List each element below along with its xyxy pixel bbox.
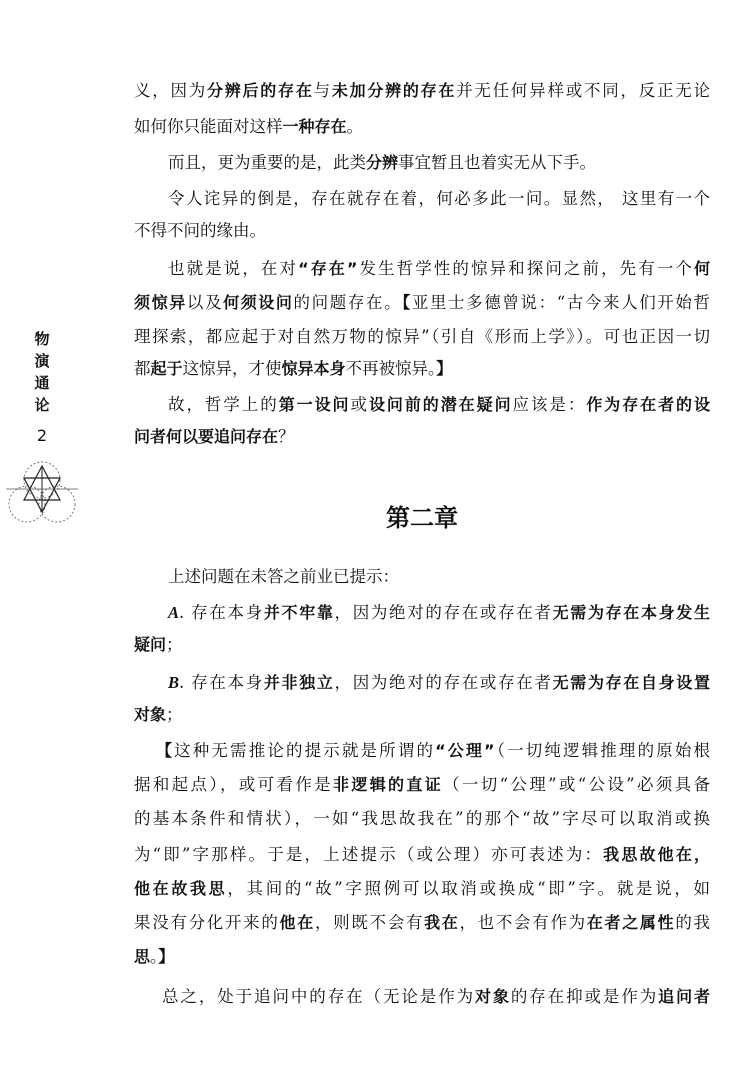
text-line: A. 存在本身并不牢靠，因为绝对的存在或存在者无需为存在本身发生 <box>168 603 710 622</box>
running-title <box>28 328 56 416</box>
text-line: 须惊异以及何须设问的问题存在。【亚里士多德曾说：“古今来人们开始哲 <box>134 293 711 312</box>
text-line: 如何你只能面对这样一种存在。 <box>134 117 364 136</box>
text-line: 上述问题在未答之前业已提示： <box>168 567 399 586</box>
text-line: 【这种无需推论的提示就是所谓的“公理”（一切纯逻辑推理的原始根 <box>156 741 710 760</box>
running-title-char: 演 <box>34 352 50 370</box>
page-number: 2 <box>36 426 48 445</box>
text-line: B. 存在本身并非独立，因为绝对的存在或存在者无需为存在自身设置 <box>168 673 710 692</box>
text-line: 对象； <box>134 705 183 724</box>
text-line: 义，因为分辨后的存在与未加分辨的存在并无任何异样或不同，反正无论 <box>134 81 710 100</box>
text-line: 令人诧异的倒是，存在就存在着，何必多此一问。显然， 这里有一个 <box>168 189 710 208</box>
running-title-char: 物 <box>34 330 50 348</box>
text-line: 思。】 <box>134 947 175 966</box>
text-line: 据和起点），或可看作是非逻辑的直证（一切“公理”或“公设”必须具备 <box>134 775 710 794</box>
text-line: 总之，处于追问中的存在（无论是作为对象的存在抑或是作为追问者 <box>162 987 710 1006</box>
text-line: 故，哲学上的第一设问或设问前的潜在疑问应该是：作为存在者的设 <box>168 395 710 414</box>
text-line: 问者何以要追问存在？ <box>134 427 295 446</box>
hexagram-emblem-icon <box>0 452 90 542</box>
text-line: 的基本条件和情状），一如“我思故我在”的那个“故”字尽可以取消或换 <box>134 809 710 828</box>
text-line: 而且，更为重要的是，此类分辨事宜暂且也着实无从下手。 <box>168 153 597 172</box>
chapter-heading: 第二章 <box>386 504 458 532</box>
running-title-char: 通 <box>34 374 50 392</box>
text-line: 疑问； <box>134 635 183 654</box>
text-line: 也就是说，在对“存在”发生哲学性的惊异和探问之前，先有一个何 <box>168 259 711 278</box>
text-line: 都起于这惊异，才使惊异本身不再被惊异。】 <box>134 359 453 378</box>
text-line: 他在故我思，其间的“故”字照例可以取消或换成“即”字。就是说，如 <box>134 879 710 898</box>
text-line: 理探索，都应起于对自然万物的惊异”（引自《形而上学》）。可也正因一切 <box>134 327 710 346</box>
text-line: 果没有分化开来的他在，则既不会有我在，也不会有作为在者之属性的我 <box>134 913 711 932</box>
running-title-char: 论 <box>34 396 50 414</box>
text-line: 为“即”字那样。于是，上述提示（或公理）亦可表述为：我思故他在， <box>134 845 710 864</box>
text-line: 不得不问的缘由。 <box>134 221 266 240</box>
